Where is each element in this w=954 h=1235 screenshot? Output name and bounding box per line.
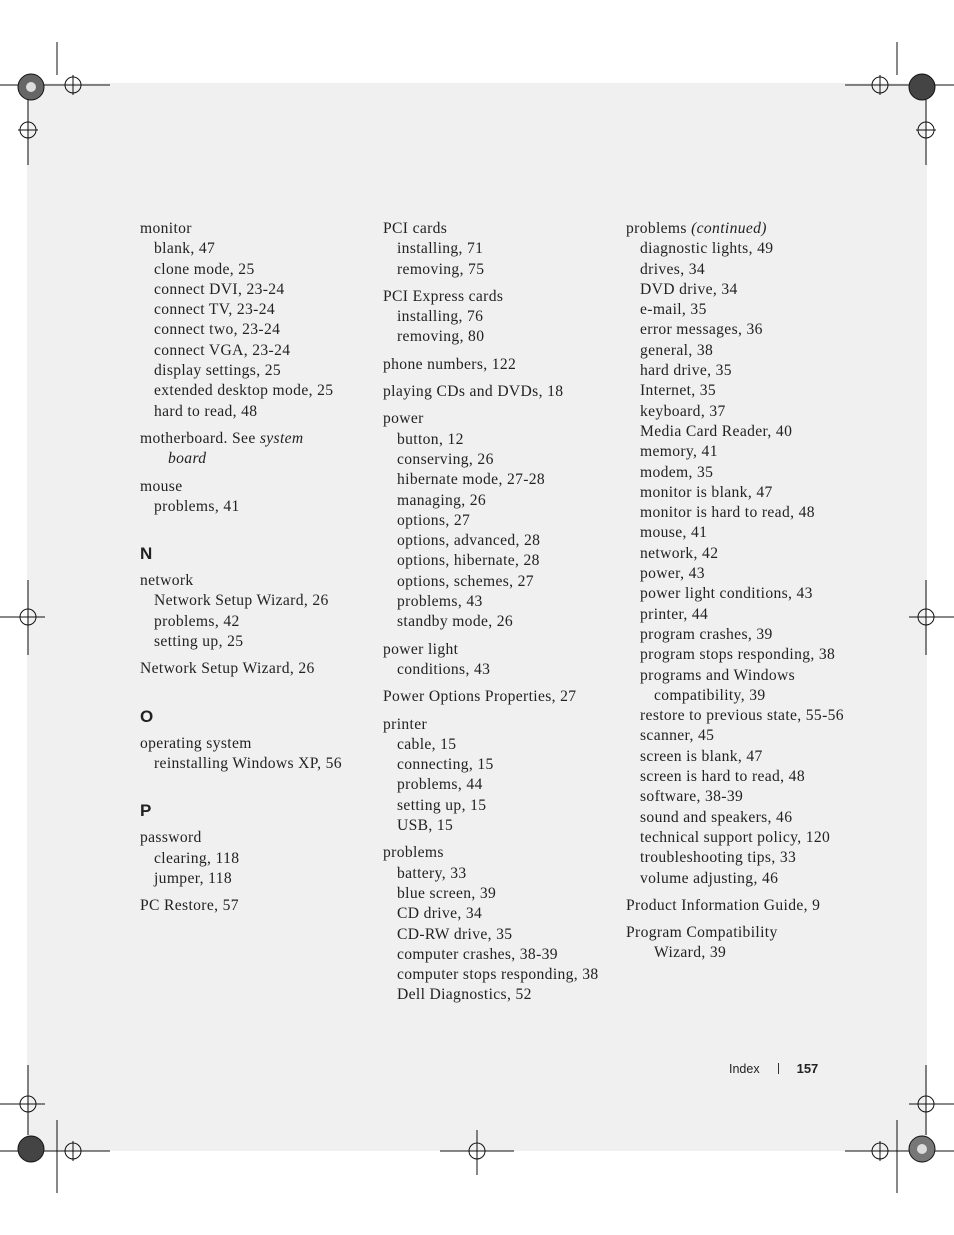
index-subterm	[140, 754, 370, 774]
term-text: error messages, 36	[640, 321, 763, 339]
term-text: extended desktop mode, 25	[154, 382, 334, 400]
index-subterm	[626, 767, 866, 787]
index-term	[140, 429, 370, 449]
term-text: reinstalling Windows XP, 56	[154, 754, 342, 772]
term-text: PCI cards	[383, 220, 448, 237]
index-subterm	[383, 864, 623, 884]
index-entry	[626, 896, 866, 916]
index-subterm	[383, 327, 623, 347]
index-subterm	[140, 449, 370, 469]
footer-divider	[778, 1063, 779, 1074]
term-text: removing, 75	[397, 260, 485, 278]
index-entry	[383, 843, 623, 1005]
term-text: network, 42	[640, 544, 719, 562]
term-text: mouse, 41	[640, 524, 708, 542]
index-subterm	[383, 511, 623, 531]
index-term	[383, 640, 623, 660]
index-subterm	[383, 572, 623, 592]
index-subterm	[140, 497, 370, 517]
term-text: PCI Express cards	[383, 287, 504, 305]
index-subterm	[626, 645, 866, 665]
term-text: display settings, 25	[154, 362, 281, 380]
index-column-1	[140, 219, 370, 923]
index-entry	[383, 687, 623, 707]
term-text: restore to previous state, 55-56	[640, 707, 844, 725]
index-entry	[140, 429, 370, 470]
index-entry	[140, 896, 370, 916]
term-text: volume adjusting, 46	[640, 869, 779, 887]
index-subterm	[626, 523, 866, 543]
index-term	[140, 571, 370, 591]
index-subterm	[383, 755, 623, 775]
index-entry	[383, 715, 623, 837]
index-entry	[140, 734, 370, 775]
index-subterm	[626, 584, 866, 604]
term-text: problems	[383, 844, 444, 862]
index-subterm	[626, 381, 866, 401]
term-text: playing CDs and DVDs, 18	[383, 383, 564, 401]
index-subterm	[383, 450, 623, 470]
index-entry	[626, 219, 866, 889]
index-subterm	[383, 612, 623, 632]
term-text: mouse	[140, 477, 183, 495]
index-term	[140, 659, 370, 679]
index-subterm	[626, 564, 866, 584]
term-text: Network Setup Wizard, 26	[140, 660, 315, 678]
term-text: setting up, 25	[154, 633, 244, 651]
index-subterm	[383, 660, 623, 680]
term-text: modem, 35	[640, 463, 714, 481]
page-number: 157	[796, 1061, 819, 1076]
index-subterm	[140, 341, 370, 361]
index-subterm	[140, 849, 370, 869]
index-subterm	[140, 591, 370, 611]
index-subterm	[383, 592, 623, 612]
index-entry	[140, 477, 370, 518]
term-text: USB, 15	[397, 817, 454, 835]
term-text: Program Compatibility	[626, 924, 778, 942]
index-subterm	[383, 965, 623, 985]
index-subterm	[626, 686, 866, 706]
index-subterm	[383, 884, 623, 904]
index-subterm	[626, 320, 866, 340]
term-text: battery, 33	[397, 864, 467, 882]
index-subterm	[383, 775, 623, 795]
index-subterm	[626, 503, 866, 523]
term-italic-text: board	[168, 450, 207, 468]
term-text: program stops responding, 38	[640, 646, 836, 664]
term-text: options, hibernate, 28	[397, 552, 540, 570]
index-subterm	[383, 551, 623, 571]
index-term	[140, 219, 370, 239]
term-text: problems	[626, 220, 692, 237]
term-text: connect VGA, 23-24	[154, 341, 291, 359]
term-text: drives, 34	[640, 260, 705, 278]
term-text: keyboard, 37	[640, 402, 726, 420]
index-subterm	[140, 869, 370, 889]
index-entry	[383, 219, 623, 280]
term-text: Wizard, 39	[654, 944, 727, 962]
term-text: connect DVI, 23-24	[154, 280, 285, 298]
index-subterm	[140, 632, 370, 652]
index-subterm	[383, 307, 623, 327]
term-text: memory, 41	[640, 443, 718, 461]
term-text: motherboard. See	[140, 429, 260, 447]
index-term	[626, 923, 866, 943]
footer-section: Index	[729, 1062, 760, 1076]
index-subterm	[626, 300, 866, 320]
term-text: technical support policy, 120	[640, 828, 831, 846]
term-text: setting up, 15	[397, 796, 487, 814]
term-text: hard to read, 48	[154, 402, 258, 420]
term-text: options, advanced, 28	[397, 532, 541, 550]
index-subterm	[626, 726, 866, 746]
term-text: Product Information Guide, 9	[626, 896, 821, 914]
term-text: Media Card Reader, 40	[640, 422, 793, 440]
index-subterm	[626, 943, 866, 963]
term-text: connect two, 23-24	[154, 321, 281, 339]
index-term	[140, 734, 370, 754]
index-term	[140, 477, 370, 497]
index-subterm	[383, 985, 623, 1005]
term-text: installing, 71	[397, 240, 484, 258]
index-entry	[626, 923, 866, 964]
index-subterm	[626, 422, 866, 442]
index-subterm	[626, 625, 866, 645]
term-text: options, 27	[397, 511, 471, 529]
index-subterm	[383, 925, 623, 945]
term-text: conserving, 26	[397, 450, 494, 468]
index-term	[626, 896, 866, 916]
term-text: removing, 80	[397, 328, 485, 346]
term-italic-text: system	[259, 429, 304, 447]
term-text: problems, 41	[154, 497, 240, 515]
term-text: clearing, 118	[154, 849, 240, 867]
term-text: power light	[383, 640, 459, 658]
term-text: power light conditions, 43	[640, 585, 813, 603]
term-text: installing, 76	[397, 308, 484, 326]
index-entry	[383, 287, 623, 348]
page-footer	[729, 1061, 818, 1076]
term-text: problems, 44	[397, 776, 483, 794]
term-text: computer crashes, 38-39	[397, 945, 558, 963]
index-entry	[383, 382, 623, 402]
index-entry	[383, 409, 623, 632]
term-text: programs and Windows	[640, 666, 796, 684]
index-subterm	[383, 470, 623, 490]
index-subterm	[626, 787, 866, 807]
index-subterm	[626, 747, 866, 767]
index-subterm	[383, 816, 623, 836]
index-column-2	[383, 219, 623, 1013]
index-subterm	[383, 796, 623, 816]
term-text: problems, 42	[154, 612, 240, 630]
index-subterm	[626, 361, 866, 381]
index-subterm	[626, 666, 866, 686]
term-text: phone numbers, 122	[383, 355, 517, 373]
term-text: printer	[383, 715, 428, 733]
index-subterm	[626, 239, 866, 259]
term-text: clone mode, 25	[154, 260, 255, 278]
index-subterm	[626, 544, 866, 564]
term-text: network	[140, 572, 194, 590]
index-term	[383, 355, 623, 375]
index-subterm	[383, 531, 623, 551]
index-subterm	[626, 280, 866, 300]
term-text: blue screen, 39	[397, 884, 497, 902]
term-text: power	[383, 410, 424, 428]
term-text: PC Restore, 57	[140, 897, 239, 915]
index-subterm	[626, 605, 866, 625]
term-text: CD drive, 34	[397, 905, 483, 923]
index-subterm	[140, 260, 370, 280]
term-text: Network Setup Wizard, 26	[154, 592, 329, 610]
index-entry	[140, 571, 370, 652]
index-entry	[140, 828, 370, 889]
index-subterm	[626, 848, 866, 868]
index-subterm	[383, 239, 623, 259]
index-entry	[140, 219, 370, 422]
index-column-3	[626, 219, 866, 971]
term-text: screen is blank, 47	[640, 747, 763, 765]
index-subterm	[626, 808, 866, 828]
term-text: monitor is hard to read, 48	[640, 504, 815, 522]
index-subterm	[626, 869, 866, 889]
term-text: software, 38-39	[640, 788, 744, 806]
term-text: button, 12	[397, 430, 464, 448]
term-text: sound and speakers, 46	[640, 808, 793, 826]
index-entry	[383, 355, 623, 375]
term-text: hard drive, 35	[640, 362, 732, 380]
index-term	[383, 287, 623, 307]
index-subterm	[140, 280, 370, 300]
index-entry	[140, 659, 370, 679]
index-term	[383, 843, 623, 863]
term-text: password	[140, 829, 202, 847]
term-text: options, schemes, 27	[397, 572, 534, 590]
index-subterm	[626, 483, 866, 503]
term-text: computer stops responding, 38	[397, 966, 599, 984]
index-letter-heading: N	[140, 544, 153, 564]
term-text: hibernate mode, 27-28	[397, 471, 546, 489]
term-italic-text: (continued)	[691, 220, 767, 237]
index-subterm	[383, 945, 623, 965]
index-subterm	[140, 300, 370, 320]
term-text: DVD drive, 34	[640, 280, 738, 298]
term-text: conditions, 43	[397, 660, 491, 678]
term-text: e-mail, 35	[640, 301, 707, 319]
term-text: diagnostic lights, 49	[640, 240, 774, 258]
index-subterm	[383, 430, 623, 450]
index-letter-heading: P	[140, 801, 152, 821]
term-text: standby mode, 26	[397, 613, 514, 631]
index-term	[140, 896, 370, 916]
index-term	[383, 715, 623, 735]
index-term	[383, 219, 623, 239]
index-subterm	[626, 260, 866, 280]
term-text: connecting, 15	[397, 756, 494, 774]
index-term	[626, 219, 866, 239]
term-text: Dell Diagnostics, 52	[397, 986, 532, 1004]
term-text: managing, 26	[397, 491, 487, 509]
index-subterm	[140, 381, 370, 401]
index-term	[140, 828, 370, 848]
term-text: problems, 43	[397, 593, 483, 611]
index-subterm	[383, 491, 623, 511]
term-text: cable, 15	[397, 735, 457, 753]
index-entry	[383, 640, 623, 681]
index-subterm	[383, 260, 623, 280]
term-text: printer, 44	[640, 605, 709, 623]
term-text: power, 43	[640, 565, 705, 583]
index-subterm	[140, 612, 370, 632]
term-text: blank, 47	[154, 240, 216, 258]
index-subterm	[626, 341, 866, 361]
index-term	[383, 687, 623, 707]
term-text: Internet, 35	[640, 382, 717, 400]
term-text: jumper, 118	[154, 869, 233, 887]
index-subterm	[383, 904, 623, 924]
index-subterm	[626, 463, 866, 483]
index-term	[383, 409, 623, 429]
term-text: operating system	[140, 734, 252, 752]
term-text: screen is hard to read, 48	[640, 768, 805, 786]
term-text: compatibility, 39	[654, 686, 766, 704]
index-term	[383, 382, 623, 402]
term-text: connect TV, 23-24	[154, 301, 276, 319]
index-subterm	[626, 828, 866, 848]
term-text: troubleshooting tips, 33	[640, 849, 797, 867]
index-subterm	[626, 706, 866, 726]
index-subterm	[140, 361, 370, 381]
index-letter-heading: O	[140, 706, 154, 726]
index-subterm	[140, 239, 370, 259]
term-text: scanner, 45	[640, 727, 715, 745]
index-subterm	[626, 442, 866, 462]
index-subterm	[140, 402, 370, 422]
term-text: program crashes, 39	[640, 625, 773, 643]
term-text: monitor is blank, 47	[640, 483, 773, 501]
term-text: monitor	[140, 220, 192, 237]
index-subterm	[626, 402, 866, 422]
term-text: CD-RW drive, 35	[397, 925, 513, 943]
index-subterm	[383, 735, 623, 755]
term-text: general, 38	[640, 341, 714, 359]
index-subterm	[140, 320, 370, 340]
term-text: Power Options Properties, 27	[383, 688, 577, 706]
